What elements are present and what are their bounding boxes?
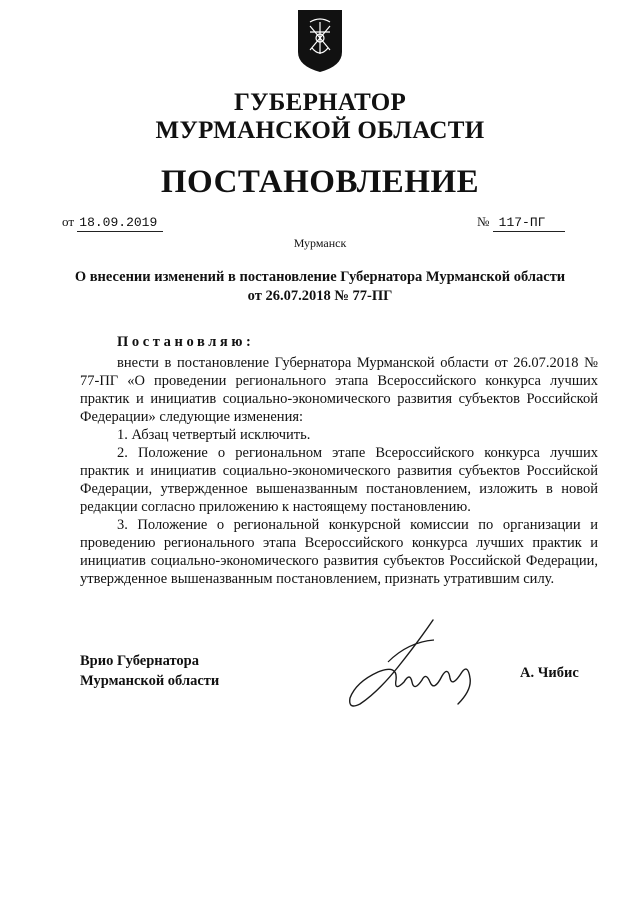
position-line1: Врио Губернатора [80, 653, 199, 669]
number-row [477, 214, 565, 232]
paragraph-item-2: 2. Положение о региональном этапе Всероссийского конкурса лучших практик и инициатив социально-экономического развития субъектов Российской Федерации, утвержденное вышеназванным постановлением, изложить в новой редакции согласно приложению к настоящему постановлению. [80, 445, 598, 515]
coat-of-arms-icon [296, 8, 344, 74]
document-type: ПОСТАНОВЛЕНИЕ [160, 164, 480, 200]
title-line2: от 26.07.2018 № 77-ПГ [247, 288, 393, 304]
signatory-position [80, 651, 219, 691]
document-number: 117-ПГ [493, 215, 566, 232]
title-line1: О внесении изменений в постановление Губернатора Мурманской области [74, 269, 566, 285]
handwritten-signature [338, 612, 488, 712]
paragraph-item-3: 3. Положение о региональной конкурсной комиссии по организации и проведению регионального этапа Всероссийского конкурса лучших практик и инициатив социально-экономического развития субъектов Российской Федерации, утвержденное вышеназванным постановлением, признать утратившим силу. [80, 517, 598, 587]
org-title-line1: ГУБЕРНАТОР [233, 89, 407, 116]
city: Мурманск [293, 236, 347, 250]
org-title-line2: МУРМАНСКОЙ ОБЛАСТИ [155, 117, 485, 144]
document-body [80, 333, 598, 588]
document-title [60, 268, 580, 306]
signatory-name: А. Чибис [520, 665, 579, 681]
number-prefix: № [477, 214, 490, 229]
resolve-heading: Постановляю: [117, 334, 255, 350]
paragraph-item-1: 1. Абзац четвертый исключить. [117, 427, 311, 443]
date-row [62, 214, 163, 232]
paragraph-intro: внести в постановление Губернатора Мурманской области от 26.07.2018 № 77-ПГ «О проведении регионального этапа Всероссийского конкурса лучших практик и инициатив социально-экономического развития субъектов Российской Федерации» следующие изменения: [80, 355, 598, 425]
position-line2: Мурманской области [80, 673, 220, 689]
date-prefix: от [62, 214, 75, 229]
document-date: 18.09.2019 [77, 215, 163, 232]
